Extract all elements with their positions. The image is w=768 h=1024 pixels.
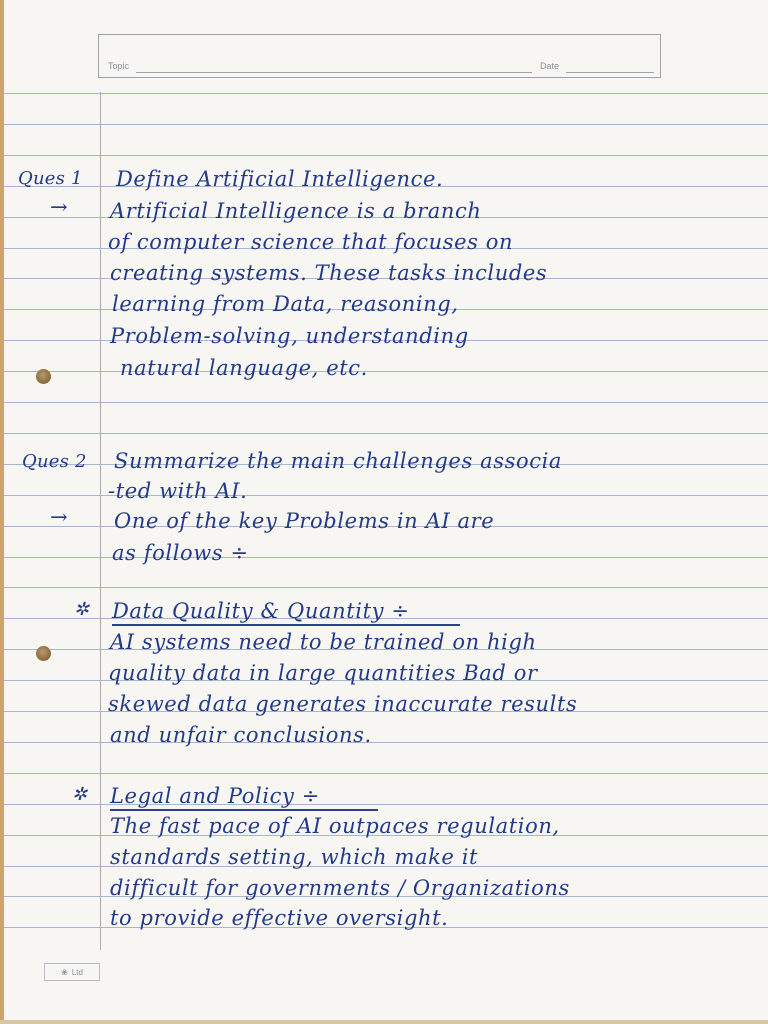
point-line: skewed data generates inaccurate results (108, 692, 578, 716)
answer-2-line: One of the key Problems in AI are (114, 509, 495, 533)
ruled-line (4, 402, 768, 403)
answer-1-line: of computer science that focuses on (108, 230, 514, 254)
ruled-line (4, 773, 768, 774)
topic-line (136, 72, 532, 73)
page-edge-left (0, 0, 4, 1024)
point-line: standards setting, which make it (110, 845, 479, 869)
ruled-line (4, 93, 768, 94)
ruled-line (4, 587, 768, 588)
ruled-line (4, 155, 768, 156)
topic-label: Topic (108, 61, 130, 71)
answer-1-line: natural language, etc. (120, 356, 368, 380)
date-line (566, 72, 654, 73)
point-heading-suffix: ÷ (384, 599, 410, 623)
point-heading-text: Data Quality & Quantity (112, 599, 385, 623)
brand-mark-icon: ❀ (61, 967, 68, 977)
point-line: to provide effective oversight. (110, 906, 449, 930)
point-line: difficult for governments / Organizations (110, 876, 570, 900)
star-bullet-icon: ✲ (74, 599, 90, 620)
answer-1-line: learning from Data, reasoning, (112, 292, 459, 316)
point-line: and unfair conclusions. (110, 723, 372, 747)
point-heading (110, 781, 320, 811)
ruled-line (4, 371, 768, 372)
point-heading-suffix: ÷ (294, 784, 320, 808)
q1-arrow-icon: → (50, 195, 69, 219)
answer-1-line: Artificial Intelligence is a branch (110, 199, 482, 223)
page-edge-bottom (0, 1020, 768, 1024)
answer-1-line: creating systems. These tasks includes (110, 261, 548, 285)
star-bullet-icon: ✲ (72, 784, 88, 805)
answer-2-line: as follows ÷ (112, 541, 249, 565)
question-2-text: Summarize the main challenges associa (114, 449, 563, 473)
notebook-brand-logo (44, 963, 100, 981)
point-line: AI systems need to be trained on high (110, 630, 537, 654)
point-heading (112, 596, 410, 626)
punch-hole (36, 369, 51, 384)
question-1-text: Define Artificial Intelligence. (116, 167, 444, 191)
ruled-line (4, 433, 768, 434)
point-heading-underline (112, 624, 460, 626)
question-2-label: Ques 2 (22, 451, 87, 472)
q2-arrow-icon: → (50, 505, 69, 529)
point-heading-text: Legal and Policy (110, 784, 295, 808)
point-line: quality data in large quantities Bad or (108, 661, 538, 685)
brand-logo-text: Ltd (71, 967, 83, 977)
margin-line (100, 92, 101, 950)
answer-1-line: Problem-solving, understanding (110, 324, 469, 348)
date-label: Date (540, 61, 560, 71)
punch-hole (36, 646, 51, 661)
ruled-line (4, 124, 768, 125)
point-line: The fast pace of AI outpaces regulation, (110, 814, 560, 838)
question-1-label: Ques 1 (18, 168, 83, 189)
question-2-text: -ted with AI. (108, 479, 248, 503)
